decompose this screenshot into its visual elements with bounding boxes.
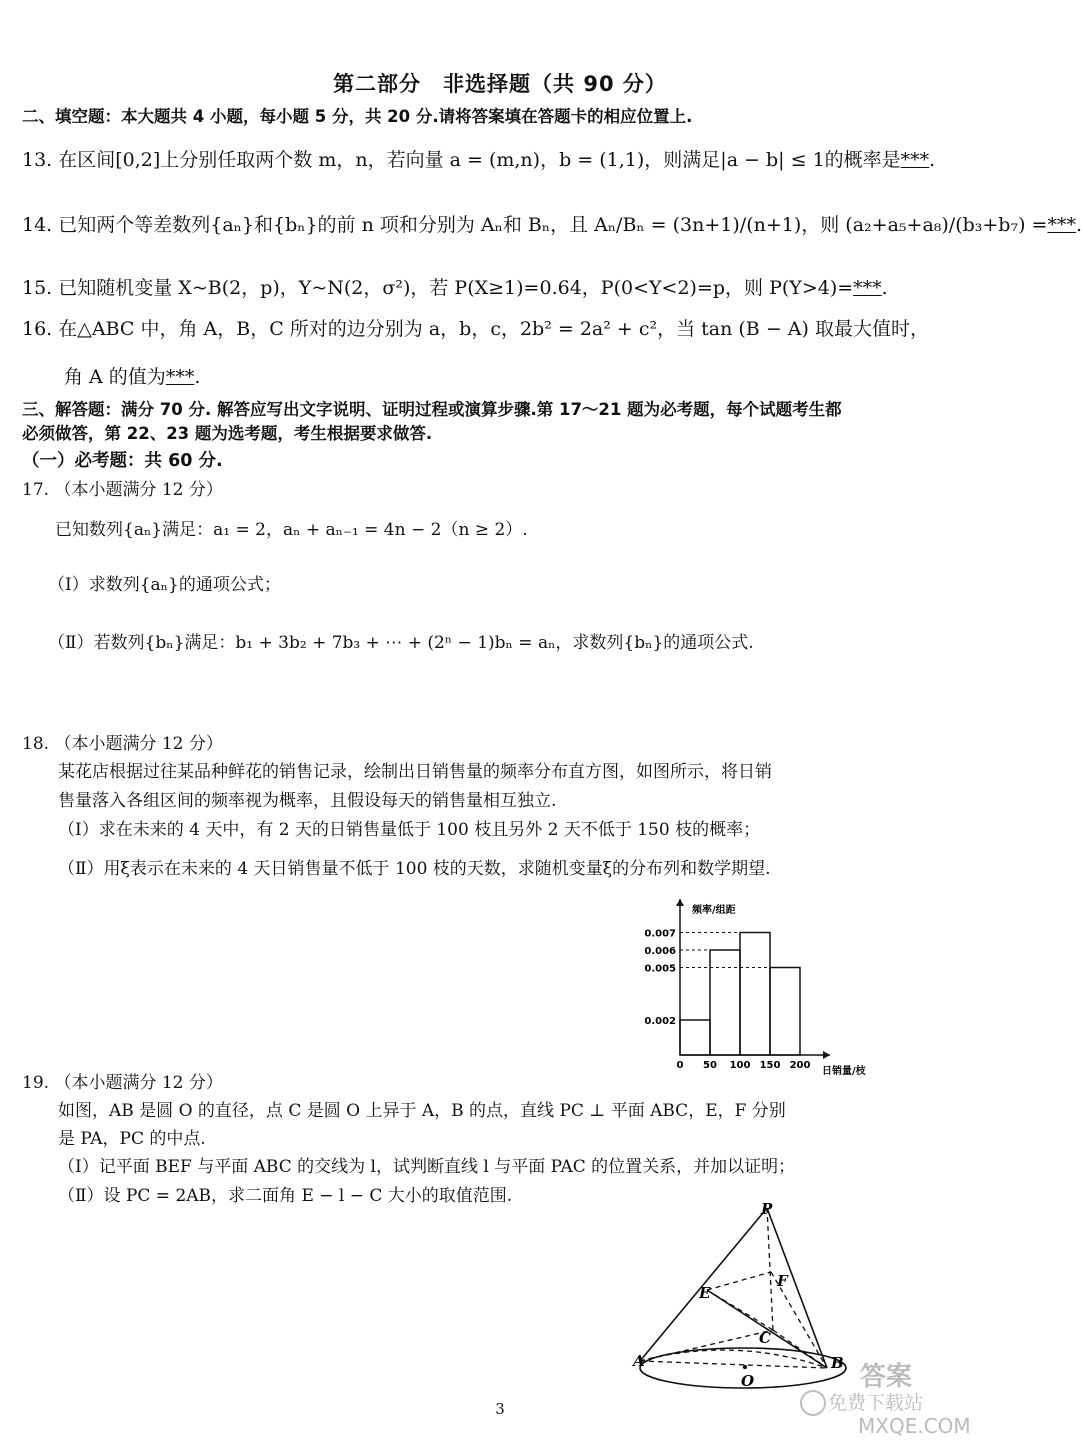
q19-line2: 是 PA，PC 的中点. [58, 1129, 206, 1149]
fill-in-heading: 二、填空题：本大题共 4 小题，每小题 5 分，共 20 分.请将答案填在答题卡的相应位置上. [22, 107, 693, 126]
question-16-line2: 角 A 的值为***. [64, 366, 201, 388]
q-text: 已知两个等差数列{aₙ}和{bₙ}的前 n 项和分别为 Aₙ和 Bₙ，且 Aₙ/Bₙ = (3n+1)/(n+1)，则 (a₂+a₅+a₈)/(b₃+b₇) = [58, 214, 1048, 236]
histogram-bar [680, 1020, 710, 1055]
q18-line2: 售量落入各组区间的频率视为概率，且假设每天的销售量相互独立. [58, 791, 557, 811]
q18-line1: 某花店根据过往某品种鲜花的销售记录，绘制出日销售量的频率分布直方图，如图所示，将日销 [58, 762, 772, 782]
q17-part1: （Ⅰ）求数列{aₙ}的通项公式； [48, 575, 281, 595]
solve-heading-1: 三、解答题：满分 70 分. 解答应写出文字说明、证明过程或演算步骤.第 17～21 题为必考题，每个试题考生都 [22, 400, 842, 419]
q-text: 已知随机变量 X~B(2，p)，Y~N(2，σ²)，若 P(X≥1)=0.64，P(0<Y<2)=p，则 P(Y>4)= [58, 277, 854, 299]
answer-blank: *** [853, 277, 882, 299]
watermark [800, 1356, 995, 1442]
q18-part2: （Ⅱ）用ξ表示在未来的 4 天日销售量不低于 100 枝的天数，求随机变量ξ的分布列和数学期望. [58, 859, 771, 879]
q19-part1: （Ⅰ）记平面 BEF 与平面 ABC 的交线为 l，试判断直线 l 与平面 PAC 的位置关系，并加以证明； [58, 1157, 796, 1177]
x-axis-arrow [823, 1051, 830, 1059]
label-F: F [777, 1272, 788, 1290]
y-axis-arrow [676, 899, 684, 906]
y-tick-label: 0.005 [644, 963, 676, 975]
question-14: 14. 已知两个等差数列{aₙ}和{bₙ}的前 n 项和分别为 Aₙ和 Bₙ，且 Aₙ/Bₙ = (3n+1)/(n+1)，则 (a₂+a₅+a₈)/(b₃+b₇) =***. [22, 214, 1082, 236]
q18-part1: （Ⅰ）求在未来的 4 天中，有 2 天的日销售量低于 100 枝且另外 2 天不低于 150 枝的概率； [58, 820, 761, 840]
question-16 [22, 314, 929, 341]
center-dot [743, 1365, 747, 1369]
answer-blank: *** [1047, 214, 1076, 236]
q-num: 14. [22, 214, 53, 236]
x-tick-label: 100 [729, 1060, 751, 1071]
back-arc [640, 1350, 827, 1368]
label-P: P [761, 1200, 773, 1218]
q18-head: 18. （本小题满分 12 分） [22, 734, 223, 754]
q-text: 在△ABC 中，角 A，B，C 所对的边分别为 a，b，c，2b² = 2a² + c²，当 tan (B − A) 取最大值时， [58, 318, 929, 340]
answer-blank: *** [900, 149, 930, 171]
histogram-chart [630, 893, 890, 1083]
y-axis-label: 频率/组距 [692, 905, 736, 916]
y-tick-label: 0.002 [644, 1016, 676, 1027]
edge-EC [707, 1290, 773, 1330]
watermark-text-2: 免费下载站 [828, 1392, 924, 1414]
watermark-text-1: 答案 [860, 1362, 913, 1392]
question-13: 13. 在区间[0,2]上分别任取两个数 m，n，若向量 a = (m,n)，b = (1,1)，则满足|a − b| ≤ 1的概率是***. [22, 149, 936, 171]
histogram-bar [770, 968, 800, 1056]
question-15: 15. 已知随机变量 X~B(2，p)，Y~N(2，σ²)，若 P(X≥1)=0.64，P(0<Y<2)=p，则 P(Y>4)=***. [22, 277, 888, 299]
q-text: 在区间[0,2]上分别任取两个数 m，n，若向量 a = (m,n)，b = (1,1)，则满足|a − b| ≤ 1的概率是 [58, 149, 901, 171]
watermark-text-3: MXQE.COM [858, 1414, 971, 1438]
solve-heading-2: 必须做答，第 22、23 题为选考题，考生根据要求做答. [22, 424, 433, 443]
y-tick-label: 0.007 [644, 928, 676, 940]
edge-PB [767, 1208, 827, 1368]
x-axis-label: 日销量/枝 [822, 1066, 866, 1077]
x-tick-label: 200 [789, 1060, 811, 1071]
x-tick-label: 0 [676, 1060, 684, 1071]
q-num: 15. [22, 277, 53, 299]
q-num: 16. [22, 318, 53, 340]
q17-given: 已知数列{aₙ}满足：a₁ = 2，aₙ + aₙ₋₁ = 4n − 2（n ≥ 2）. [55, 520, 528, 540]
label-E: E [699, 1284, 711, 1302]
q19-line1: 如图，AB 是圆 O 的直径，点 C 是圆 O 上异于 A，B 的点，直线 PC ⊥ 平面 ABC，E，F 分别 [58, 1101, 786, 1121]
x-tick-label: 50 [703, 1060, 717, 1071]
q-num: 13. [22, 149, 53, 171]
label-B: B [831, 1354, 844, 1372]
histogram-plot [644, 899, 830, 1071]
q17-head: 17. （本小题满分 12 分） [22, 480, 223, 500]
section-title: 第二部分 非选择题（共 90 分） [333, 72, 667, 96]
histogram-bar [710, 950, 740, 1055]
answer-blank: *** [165, 366, 195, 388]
label-A: A [633, 1352, 645, 1370]
x-tick-label: 150 [759, 1060, 781, 1071]
edge-EF [707, 1272, 771, 1290]
label-O: O [741, 1372, 755, 1390]
watermark-logo-icon [800, 1390, 826, 1416]
label-C: C [759, 1329, 771, 1347]
q19-head: 19. （本小题满分 12 分） [22, 1073, 223, 1093]
q17-part2: （Ⅱ）若数列{bₙ}满足：b₁ + 3b₂ + 7b₃ + ⋯ + (2ⁿ − 1)bₙ = aₙ，求数列{bₙ}的通项公式. [48, 633, 754, 653]
y-tick-label: 0.006 [644, 946, 676, 957]
page-number: 3 [495, 1400, 505, 1418]
required-heading: （一）必考题：共 60 分. [22, 451, 223, 471]
edge-PC [767, 1208, 773, 1330]
q19-part2: （Ⅱ）设 PC = 2AB，求二面角 E − l − C 大小的取值范围. [58, 1186, 513, 1206]
diameter-AB [640, 1361, 827, 1368]
histogram-bar [740, 933, 770, 1056]
